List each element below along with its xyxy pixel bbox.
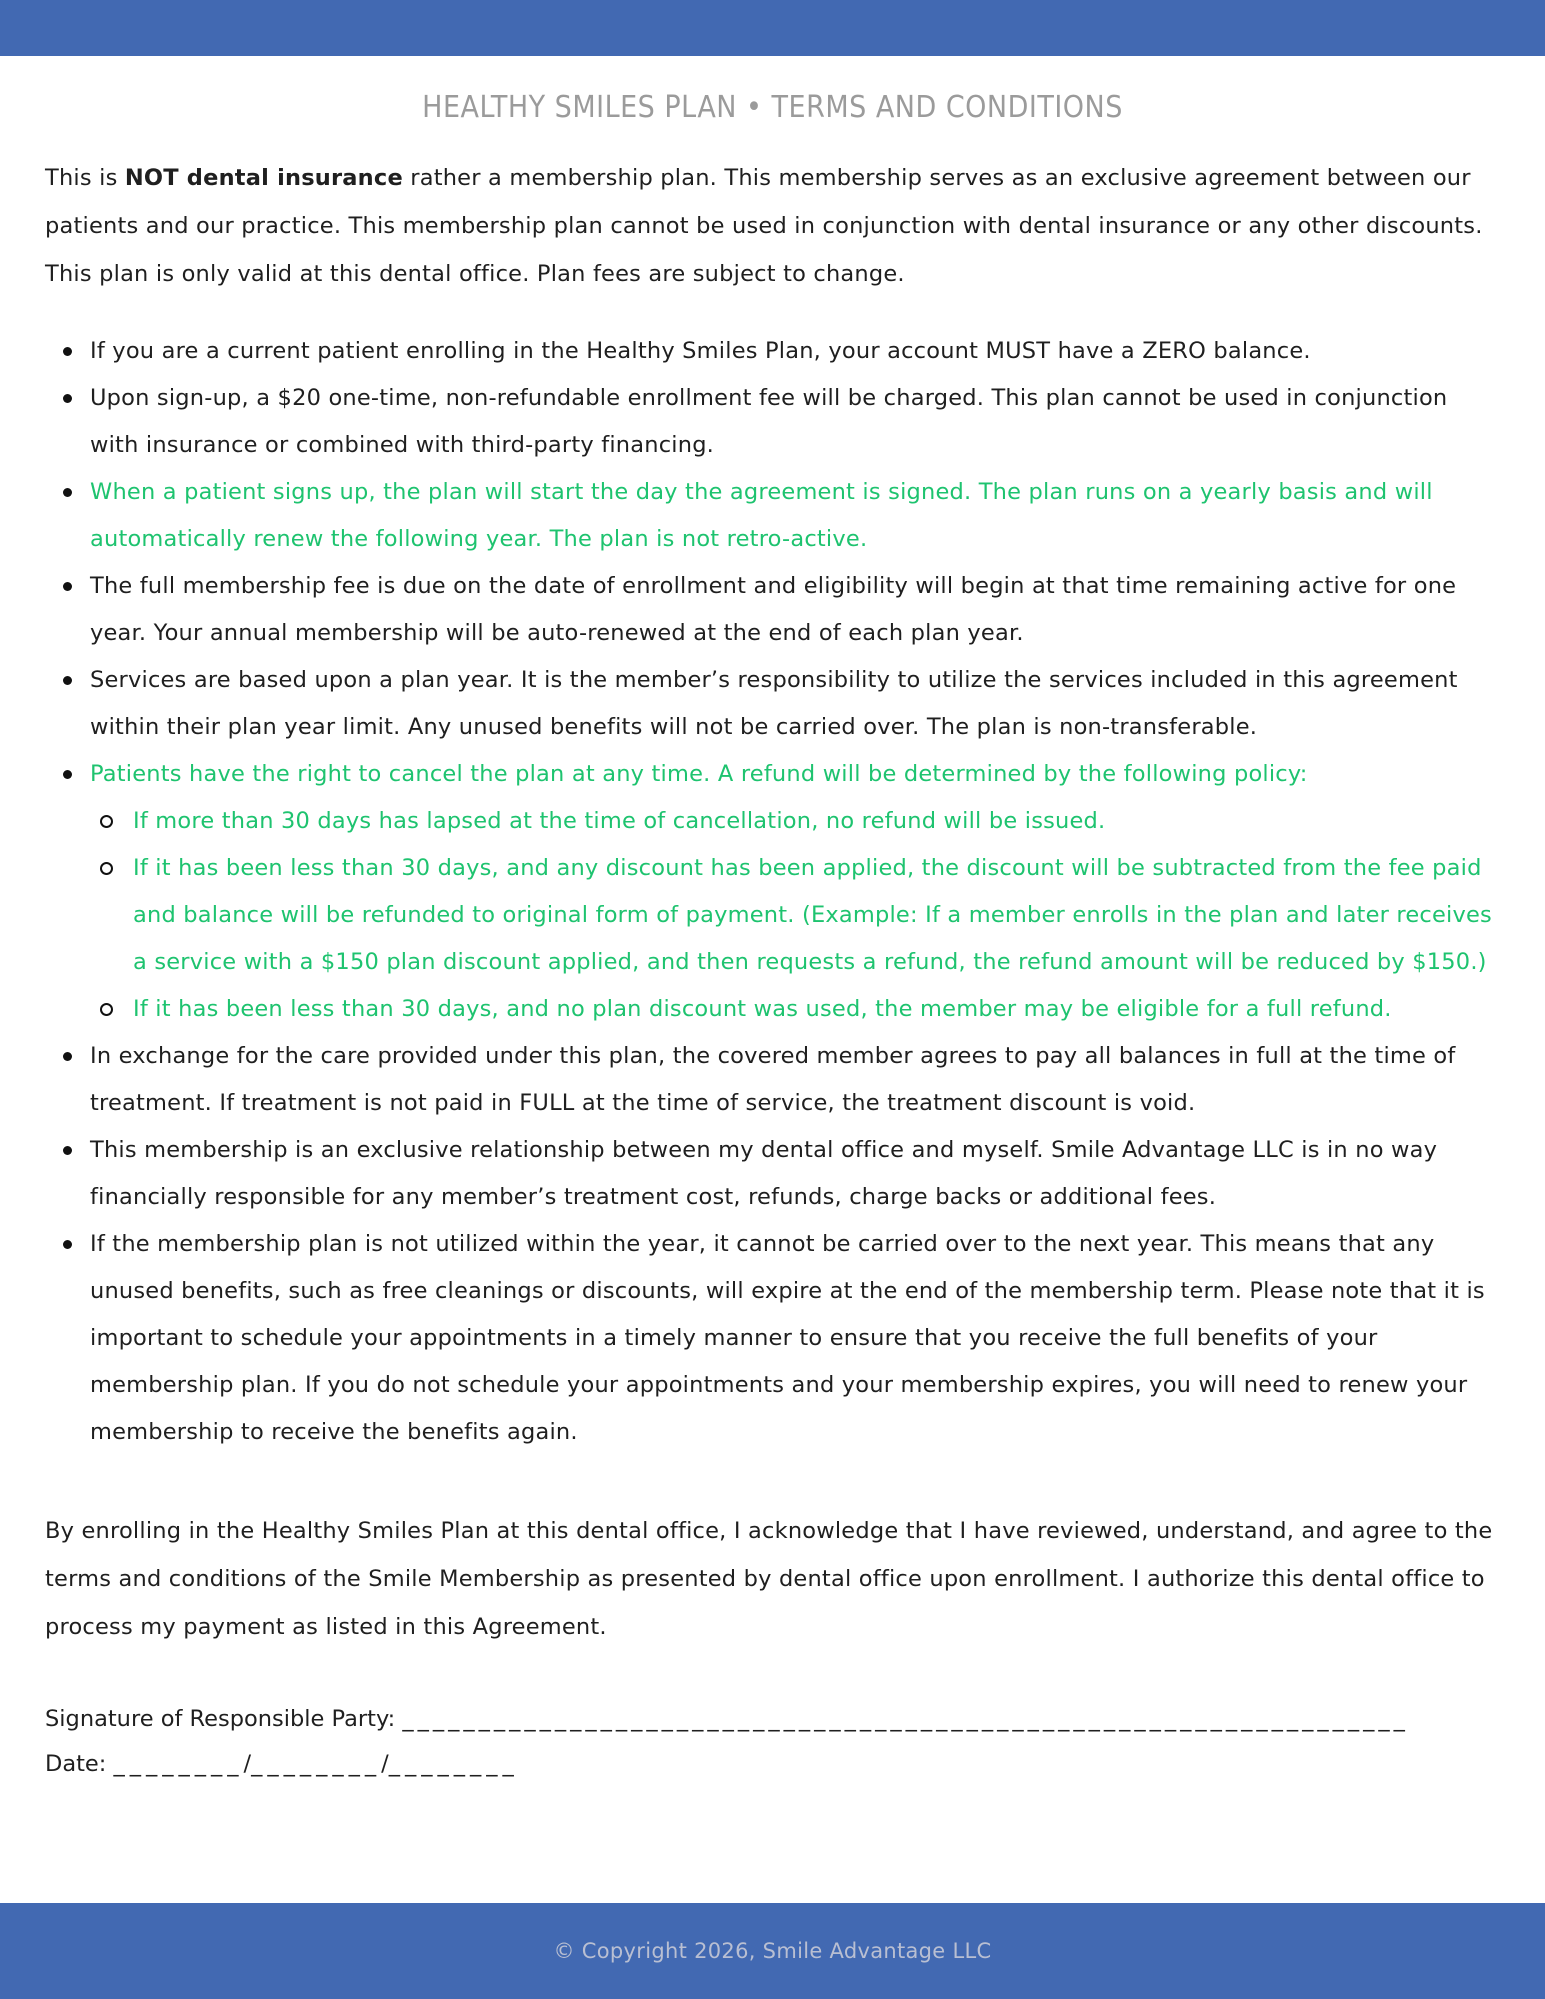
top-accent-bar [0, 0, 1545, 56]
term-item-text: When a patient signs up, the plan will start the day the agreement is signed. The plan runs on a yearly basis and will automatically renew the following year. The plan is not retro-active. [90, 479, 1433, 552]
date-line-year: ________ [388, 1751, 519, 1777]
term-item-text: If the membership plan is not utilized within the year, it cannot be carried over to the next year. This means that any unused benefits, such as free cleanings or discounts, will expire at the end of the membership term. Please note that it is important to schedule your appointments in a timely manner to ensure that you receive the full benefits of your membership plan. If you do not schedule your appointments and your membership expires, you will need to renew your membership to receive the benefits again. [90, 1231, 1485, 1445]
signature-row [45, 1697, 1500, 1742]
intro-bold-phrase: NOT dental insurance [124, 165, 403, 191]
date-line-month: ________ [113, 1751, 244, 1777]
term-item-plan-year-services [45, 657, 1500, 751]
date-line-day: ________ [251, 1751, 382, 1777]
signature-line: __________________________________________________________________ [402, 1706, 1409, 1732]
intro-paragraph [45, 154, 1500, 298]
document-body [0, 90, 1545, 1787]
date-separator: / [381, 1751, 389, 1777]
refund-rule-no-refund [90, 798, 1500, 845]
sub-item-text: If it has been less than 30 days, and no plan discount was used, the member may be eligible for a full refund. [133, 996, 1392, 1022]
term-item-text: This membership is an exclusive relationship between my dental office and myself. Smile Advantage LLC is in no way financially responsible for any member’s treatment cost, refunds, charge backs or additional fees. [90, 1137, 1438, 1210]
term-item-no-carryover [45, 1221, 1500, 1456]
copyright-text: © Copyright 2026, Smile Advantage LLC [553, 1939, 992, 1963]
refund-policy-sublist [90, 798, 1500, 1033]
term-item-cancellation-policy [45, 751, 1500, 1033]
term-item-enrollment-fee [45, 375, 1500, 469]
date-label: Date: [45, 1751, 114, 1777]
refund-rule-full-refund [90, 986, 1500, 1033]
page-title: HEALTHY SMILES PLAN • TERMS AND CONDITIONS [422, 90, 1123, 125]
term-item-plan-start [45, 469, 1500, 563]
term-item-pay-in-full [45, 1033, 1500, 1127]
terms-list [45, 328, 1500, 1456]
term-item-text: Patients have the right to cancel the plan at any time. A refund will be determined by the following policy: [90, 761, 1308, 787]
term-item-membership-fee-due [45, 563, 1500, 657]
term-item-text: The full membership fee is due on the date of enrollment and eligibility will begin at that time remaining active for one year. Your annual membership will be auto-renewed at the end of each plan year. [90, 573, 1457, 646]
acknowledgement-paragraph: By enrolling in the Healthy Smiles Plan at this dental office, I acknowledge that I have reviewed, understand, and agree to the terms and conditions of the Smile Membership as presented by dental office upon enrollment. I authorize this dental office to process my payment as listed in this Agreement. [45, 1518, 1493, 1640]
term-item-text: Upon sign-up, a $20 one-time, non-refundable enrollment fee will be charged. This plan cannot be used in conjunction with insurance or combined with third-party financing. [90, 385, 1448, 458]
date-row [45, 1742, 1500, 1787]
signature-label: Signature of Responsible Party: [45, 1706, 403, 1732]
intro-rest: rather a membership plan. This membership serves as an exclusive agreement between our patients and our practice. This membership plan cannot be used in conjunction with dental insurance or any other discounts. This plan is only valid at this dental office. Plan fees are subject to change. [45, 165, 1483, 287]
term-item-zero-balance [45, 328, 1500, 375]
term-item-text: Services are based upon a plan year. It is the member’s responsibility to utilize the services included in this agreement within their plan year limit. Any unused benefits will not be carried over. The plan is non-transferable. [90, 667, 1458, 740]
footer-bar [0, 1903, 1545, 1999]
term-item-exclusive-relationship [45, 1127, 1500, 1221]
refund-rule-discount-subtracted [90, 845, 1500, 986]
signature-block [45, 1697, 1500, 1787]
term-item-text: In exchange for the care provided under this plan, the covered member agrees to pay all balances in full at the time of treatment. If treatment is not paid in FULL at the time of service, the treatment discount is void. [90, 1043, 1456, 1116]
sub-item-text: If more than 30 days has lapsed at the time of cancellation, no refund will be issued. [133, 808, 1106, 834]
sub-item-text: If it has been less than 30 days, and any discount has been applied, the discount will be subtracted from the fee paid and balance will be refunded to original form of payment. (Example: If a member enrolls in the plan and later receives a service with a $150 plan discount applied, and then requests a refund, the refund amount will be reduced by $150.) [133, 855, 1492, 975]
term-item-text: If you are a current patient enrolling in the Healthy Smiles Plan, your account MUST have a ZERO balance. [90, 338, 1311, 364]
intro-pre: This is [45, 165, 125, 191]
date-separator: / [243, 1751, 252, 1777]
